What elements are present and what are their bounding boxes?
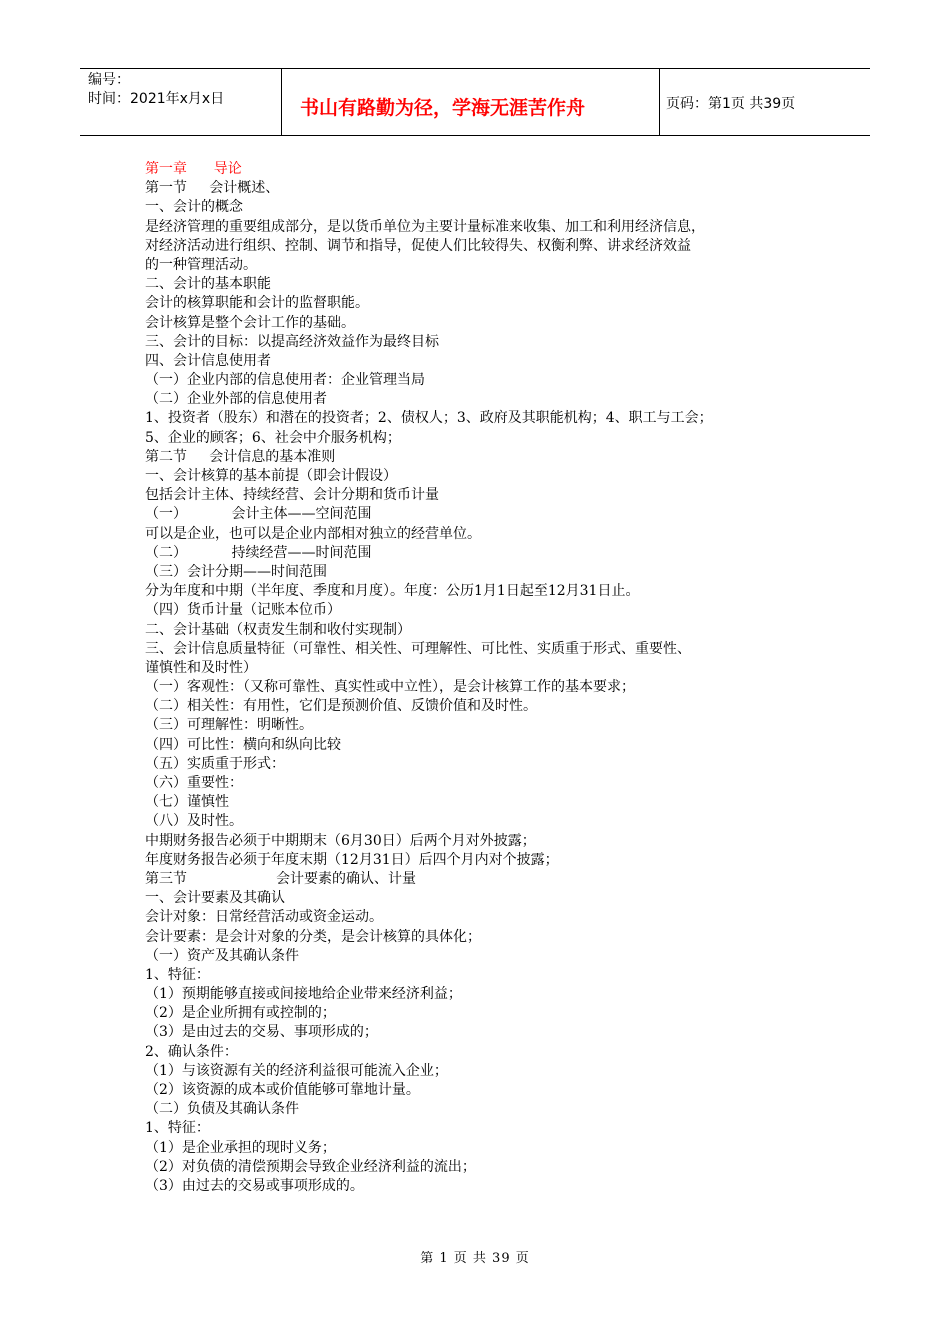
document-number: 编号： [88, 72, 130, 88]
body-line: （2）对负债的清偿预期会导致企业经济利益的流出； [145, 1158, 476, 1175]
body-line: （七）谨慎性 [145, 794, 229, 811]
body-line: （一）资产及其确认条件 [145, 947, 299, 964]
body-line: 二、会计基础（权责发生制和收付实现制） [145, 621, 411, 638]
body-line: 谨慎性和及时性） [145, 659, 257, 676]
body-line: 包括会计主体、持续经营、会计分期和货币计量 [145, 487, 439, 504]
body-line: 三、会计的目标：以提高经济效益作为最终目标 [145, 333, 439, 350]
body-line: （八）及时性。 [145, 813, 243, 830]
body-line: 会计的核算职能和会计的监督职能。 [145, 295, 369, 312]
chapter-title: 第一章 导论 [145, 161, 242, 177]
header-page-cell [660, 69, 870, 135]
body-line: 对经济活动进行组织、控制、调节和指导，促使人们比较得失、权衡利弊、讲求经济效益 [145, 237, 691, 254]
header-meta-cell [80, 69, 282, 135]
body-line: （1）与该资源有关的经济利益很可能流入企业； [145, 1062, 448, 1079]
body-line: （二）相关性：有用性，它们是预测价值、反馈价值和及时性。 [145, 698, 537, 715]
body-line: 1、投资者（股东）和潜在的投资者；2、债权人；3、政府及其职能机构；4、职工与工会； [145, 410, 713, 427]
body-line: （1）预期能够直接或间接地给企业带来经济利益； [145, 986, 462, 1003]
body-line: （五）实质重于形式： [145, 755, 285, 772]
body-line: 是经济管理的重要组成部分，是以货币单位为主要计量标准来收集、加工和利用经济信息， [145, 218, 705, 235]
body-line: （三）会计分期——时间范围 [145, 563, 327, 580]
body-line: 1、特征： [145, 1120, 210, 1137]
body-line: （2）该资源的成本或价值能够可靠地计量。 [145, 1082, 420, 1098]
body-line: （3）是由过去的交易、事项形成的； [145, 1024, 378, 1041]
body-line: 三、会计信息质量特征（可靠性、相关性、可理解性、可比性、实质重于形式、重要性、 [145, 640, 691, 657]
body-line: （一）企业内部的信息使用者：企业管理当局 [145, 372, 425, 389]
body-line: 二、会计的基本职能 [145, 276, 271, 293]
body-line: （1）是企业承担的现时义务； [145, 1139, 336, 1156]
body-line: （六）重要性： [145, 775, 243, 791]
body-line: 会计核算是整个会计工作的基础。 [145, 314, 355, 331]
body-line: 1、特征： [145, 966, 210, 983]
body-line: （二）企业外部的信息使用者 [145, 391, 327, 408]
body-line: 2、确认条件： [145, 1043, 238, 1060]
header-motto: 书山有路勤为径，学海无涯苦作舟 [300, 97, 586, 119]
body-line: 中期财务报告必须于中期期末（6月30日）后两个月对外披露； [145, 832, 536, 849]
body-line: （三）可理解性：明晰性。 [145, 717, 313, 734]
body-line: （2）是企业所拥有或控制的； [145, 1005, 336, 1022]
body-line: 一、会计要素及其确认 [145, 890, 285, 907]
body-line: 四、会计信息使用者 [145, 352, 271, 369]
body-line: 一、会计核算的基本前提（即会计假设） [145, 468, 397, 484]
body-line: 会计对象：日常经营活动或资金运动。 [145, 909, 383, 926]
body-line: 第一节 会计概述、 [145, 180, 280, 197]
body-line: （二） 持续经营——时间范围 [145, 544, 372, 561]
document-body [145, 160, 825, 1196]
header-page-info: 页码：第1页 共39页 [666, 96, 796, 112]
body-line: 可以是企业，也可以是企业内部相对独立的经营单位。 [145, 525, 481, 542]
body-line: 会计要素：是会计对象的分类，是会计核算的具体化； [145, 928, 481, 945]
body-line: 一、会计的概念 [145, 199, 243, 216]
body-line: 年度财务报告必须于年度末期（12月31日）后四个月内对个披露； [145, 851, 559, 868]
document-date: 时间：2021年x月x日 [88, 91, 225, 107]
body-line: （四）可比性：横向和纵向比较 [145, 736, 341, 753]
document-header [80, 68, 870, 136]
body-line: （3）由过去的交易或事项形成的。 [145, 1177, 364, 1194]
body-line: 第二节 会计信息的基本准则 [145, 448, 336, 465]
body-line: （四）货币计量（记账本位币） [145, 602, 341, 619]
body-line: （一）客观性：（又称可靠性、真实性或中立性），是会计核算工作的基本要求； [145, 679, 635, 696]
body-line: （一） 会计主体——空间范围 [145, 506, 372, 523]
body-line: 分为年度和中期（半年度、季度和月度）。年度：公历1月1日起至12月31日止。 [145, 583, 640, 600]
body-line: 第三节 会计要素的确认、计量 [145, 870, 417, 887]
body-line: （二）负债及其确认条件 [145, 1101, 299, 1118]
body-line: 的一种管理活动。 [145, 256, 257, 273]
header-motto-cell [282, 69, 660, 135]
body-line: 5、企业的顾客；6、社会中介服务机构； [145, 429, 401, 446]
page-footer: 第 1 页 共 39 页 [420, 1251, 530, 1266]
